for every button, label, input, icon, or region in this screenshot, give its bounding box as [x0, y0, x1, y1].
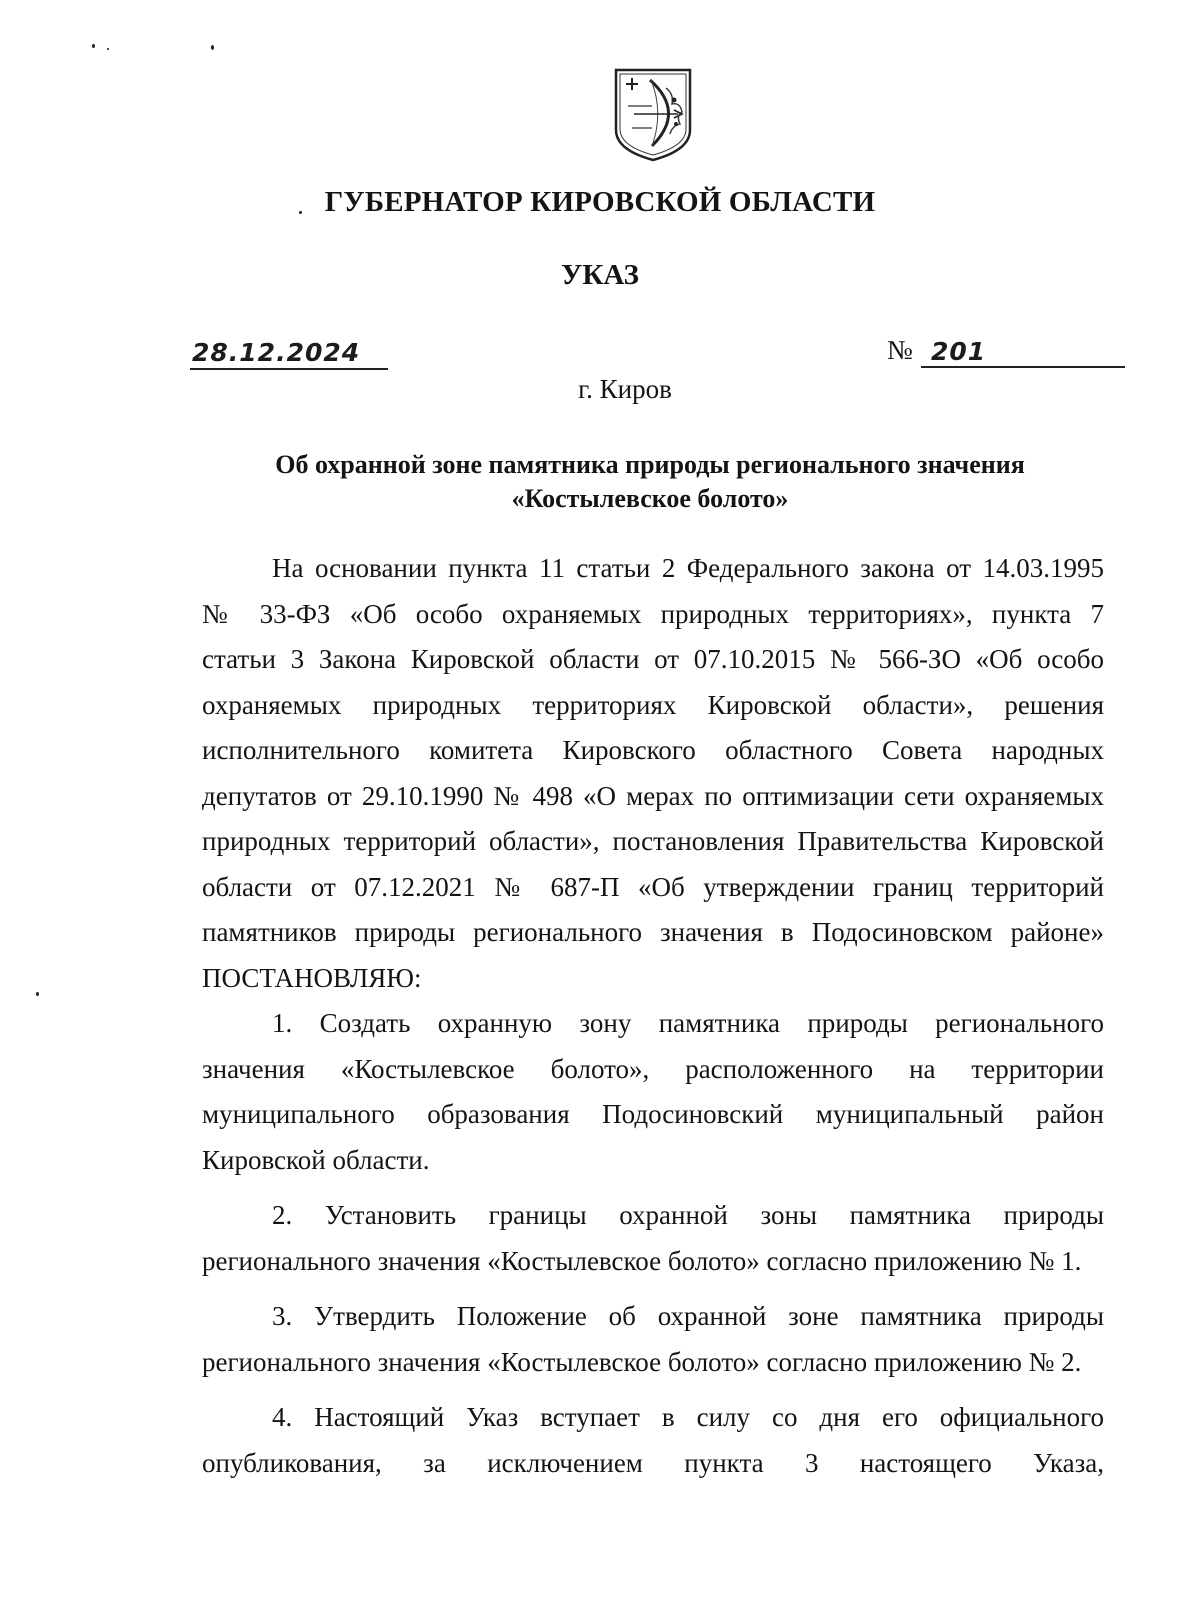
text-line: 4. Настоящий Указ вступает в силу со дня его официального: [272, 1402, 1104, 1432]
text-line: 1. Создать охранную зону памятника природы регионального: [272, 1008, 1104, 1038]
text-line: 3. Утвердить Положение об охранной зоне памятника природы: [272, 1301, 1104, 1331]
paragraph-gap: [202, 1183, 1104, 1193]
text-line: № 33-ФЗ «Об особо охраняемых природных территориях», пункта 7: [202, 598, 1104, 629]
decree-title-line: «Костылевское болото»: [511, 484, 789, 513]
number-underline: [921, 366, 1125, 368]
text-line: ПОСТАНОВЛЯЮ:: [202, 962, 422, 993]
text-line: 2. Установить границы охранной зоны памятника природы: [272, 1200, 1104, 1230]
text-line: регионального значения «Костылевское болото» согласно приложению № 2.: [202, 1346, 1082, 1377]
paragraph-gap: [202, 1284, 1104, 1294]
scan-speck: [211, 45, 214, 50]
scan-speck: [92, 44, 95, 48]
coat-of-arms: [612, 66, 694, 162]
text-line: регионального значения «Костылевское болото» согласно приложению № 1.: [202, 1245, 1082, 1276]
decree-item-4: [202, 1395, 1104, 1486]
document-type: УКАЗ: [561, 259, 639, 291]
text-line: значения «Костылевское болото», расположенного на территории: [202, 1053, 1104, 1084]
decree-item-2: [202, 1193, 1104, 1284]
decree-item-1: [202, 1001, 1104, 1183]
text-line: исполнительного комитета Кировского областного Совета народных: [202, 735, 1104, 765]
decree-number-field: [887, 335, 1125, 368]
text-line: охраняемых природных территориях Кировской области», решения: [202, 689, 1104, 720]
text-line: статьи 3 Закона Кировской области от 07.10.2015 № 566-ЗО «Об особо: [202, 644, 1104, 674]
issue-city: г. Киров: [578, 374, 672, 404]
issuing-authority: ГУБЕРНАТОР КИРОВСКОЙ ОБЛАСТИ: [324, 186, 876, 218]
paragraph-gap: [202, 1385, 1104, 1395]
decree-date: 28.12.2024: [192, 338, 361, 367]
decree-item-3: [202, 1294, 1104, 1385]
scan-speck: [36, 992, 39, 996]
text-line: На основании пункта 11 статьи 2 Федерального закона от 14.03.1995: [272, 553, 1104, 583]
kirov-coat-of-arms-icon: [612, 66, 694, 162]
decree-title: [200, 448, 1100, 516]
scan-speck: [107, 48, 109, 50]
text-line: муниципального образования Подосиновский муниципальный район: [202, 1099, 1104, 1129]
preamble-paragraph: [202, 546, 1104, 1001]
number-sign: №: [887, 335, 913, 365]
text-line: депутатов от 29.10.1990 № 498 «О мерах по оптимизации сети охраняемых: [202, 780, 1104, 811]
text-line: природных территорий области», постановления Правительства Кировской: [202, 826, 1104, 856]
text-line: Кировской области.: [202, 1144, 430, 1175]
decree-title-line: Об охранной зоне памятника природы регионального значения: [275, 450, 1025, 479]
text-line: памятников природы регионального значения в Подосиновском районе»: [202, 917, 1104, 947]
text-line: опубликования, за исключением пункта 3 настоящего Указа,: [202, 1447, 1104, 1478]
decree-body: [202, 546, 1104, 1486]
decree-date-field: [190, 338, 388, 370]
decree-number: 201: [931, 337, 987, 366]
text-line: области от 07.12.2021 № 687-П «Об утверждении границ территорий: [202, 871, 1104, 902]
